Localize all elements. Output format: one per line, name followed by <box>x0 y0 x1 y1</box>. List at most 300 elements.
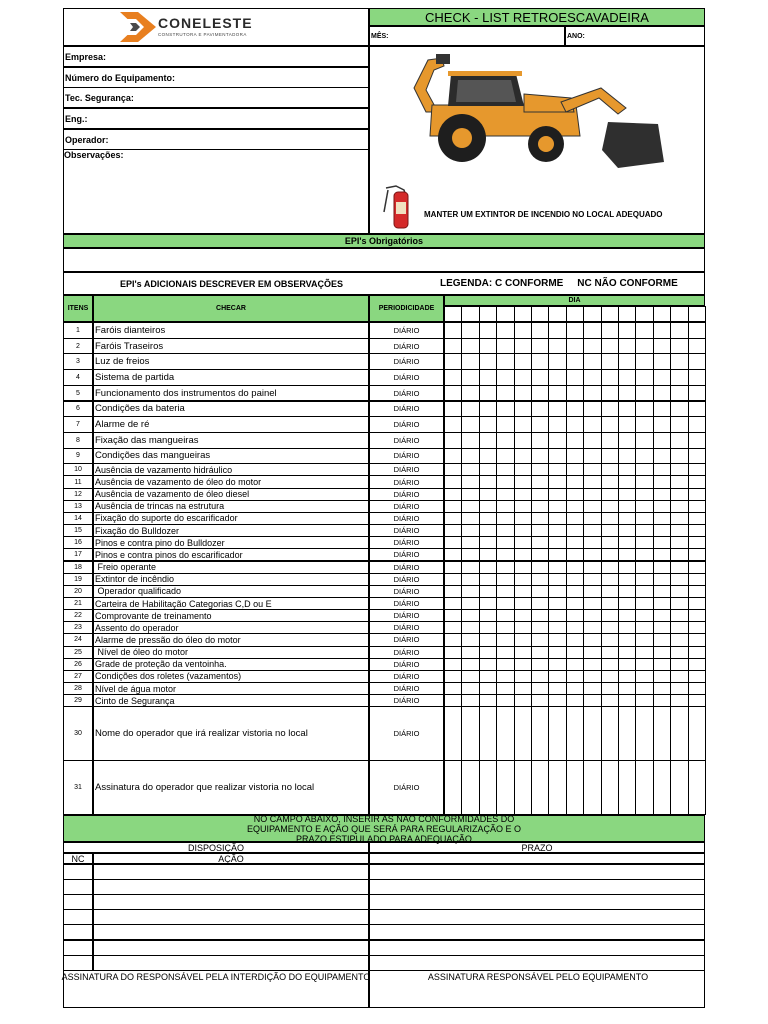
day-check-cell[interactable] <box>635 353 653 370</box>
day-check-cell[interactable] <box>479 353 497 370</box>
day-check-cell[interactable] <box>479 706 497 761</box>
day-check-cell[interactable] <box>479 548 497 561</box>
day-check-cell[interactable] <box>653 694 671 707</box>
day-check-cell[interactable] <box>566 536 584 549</box>
day-check-cell[interactable] <box>461 597 479 610</box>
day-check-cell[interactable] <box>670 488 688 501</box>
day-check-cell[interactable] <box>688 597 706 610</box>
day-check-cell[interactable] <box>566 573 584 586</box>
day-check-cell[interactable] <box>618 401 636 418</box>
prazo-cell[interactable] <box>369 924 705 940</box>
day-check-cell[interactable] <box>444 573 462 586</box>
ano-field[interactable] <box>565 26 705 46</box>
day-check-cell[interactable] <box>479 512 497 525</box>
day-check-cell[interactable] <box>618 670 636 683</box>
day-check-cell[interactable] <box>548 658 566 671</box>
day-check-cell[interactable] <box>479 401 497 418</box>
nc-cell[interactable] <box>63 909 93 925</box>
day-check-cell[interactable] <box>635 597 653 610</box>
day-check-cell[interactable] <box>653 633 671 646</box>
day-check-cell[interactable] <box>479 633 497 646</box>
day-check-cell[interactable] <box>618 416 636 433</box>
day-check-cell[interactable] <box>653 369 671 386</box>
day-check-cell[interactable] <box>496 512 514 525</box>
day-check-cell[interactable] <box>688 369 706 386</box>
day-check-cell[interactable] <box>496 706 514 761</box>
day-check-cell[interactable] <box>653 512 671 525</box>
day-check-cell[interactable] <box>670 475 688 488</box>
day-check-cell[interactable] <box>618 448 636 465</box>
day-check-cell[interactable] <box>566 416 584 433</box>
day-check-cell[interactable] <box>670 633 688 646</box>
day-check-cell[interactable] <box>618 658 636 671</box>
day-check-cell[interactable] <box>635 548 653 561</box>
day-check-cell[interactable] <box>653 385 671 402</box>
day-check-cell[interactable] <box>583 633 601 646</box>
day-check-cell[interactable] <box>461 658 479 671</box>
day-check-cell[interactable] <box>566 597 584 610</box>
day-check-cell[interactable] <box>653 760 671 815</box>
day-check-cell[interactable] <box>670 536 688 549</box>
day-check-cell[interactable] <box>461 548 479 561</box>
day-check-cell[interactable] <box>496 760 514 815</box>
day-check-cell[interactable] <box>688 573 706 586</box>
day-check-cell[interactable] <box>496 432 514 449</box>
day-check-cell[interactable] <box>566 548 584 561</box>
day-check-cell[interactable] <box>496 694 514 707</box>
day-check-cell[interactable] <box>653 573 671 586</box>
day-check-cell[interactable] <box>514 416 532 433</box>
day-check-cell[interactable] <box>618 353 636 370</box>
day-check-cell[interactable] <box>531 353 549 370</box>
day-check-cell[interactable] <box>688 536 706 549</box>
day-check-cell[interactable] <box>496 416 514 433</box>
day-check-cell[interactable] <box>461 694 479 707</box>
info-field-row[interactable] <box>63 46 369 67</box>
day-check-cell[interactable] <box>670 338 688 355</box>
day-check-cell[interactable] <box>583 597 601 610</box>
day-check-cell[interactable] <box>461 760 479 815</box>
day-check-cell[interactable] <box>688 633 706 646</box>
day-check-cell[interactable] <box>479 432 497 449</box>
day-check-cell[interactable] <box>548 633 566 646</box>
day-check-cell[interactable] <box>444 338 462 355</box>
day-check-cell[interactable] <box>514 432 532 449</box>
day-check-cell[interactable] <box>670 573 688 586</box>
day-check-cell[interactable] <box>461 536 479 549</box>
day-check-cell[interactable] <box>566 475 584 488</box>
day-check-cell[interactable] <box>653 706 671 761</box>
day-check-cell[interactable] <box>514 536 532 549</box>
day-check-cell[interactable] <box>461 338 479 355</box>
day-check-cell[interactable] <box>601 488 619 501</box>
day-check-cell[interactable] <box>461 322 479 339</box>
day-check-cell[interactable] <box>601 322 619 339</box>
day-check-cell[interactable] <box>601 448 619 465</box>
day-check-cell[interactable] <box>653 448 671 465</box>
day-check-cell[interactable] <box>635 488 653 501</box>
day-check-cell[interactable] <box>653 401 671 418</box>
day-check-cell[interactable] <box>601 536 619 549</box>
day-check-cell[interactable] <box>444 658 462 671</box>
day-check-cell[interactable] <box>618 322 636 339</box>
day-check-cell[interactable] <box>496 633 514 646</box>
day-check-cell[interactable] <box>496 573 514 586</box>
day-check-cell[interactable] <box>461 475 479 488</box>
day-check-cell[interactable] <box>531 670 549 683</box>
day-check-cell[interactable] <box>618 475 636 488</box>
day-check-cell[interactable] <box>653 609 671 622</box>
day-check-cell[interactable] <box>566 322 584 339</box>
day-check-cell[interactable] <box>444 416 462 433</box>
day-check-cell[interactable] <box>479 488 497 501</box>
day-check-cell[interactable] <box>479 597 497 610</box>
day-check-cell[interactable] <box>548 401 566 418</box>
day-check-cell[interactable] <box>635 448 653 465</box>
day-check-cell[interactable] <box>618 694 636 707</box>
day-check-cell[interactable] <box>618 548 636 561</box>
day-check-cell[interactable] <box>583 369 601 386</box>
day-check-cell[interactable] <box>531 573 549 586</box>
day-check-cell[interactable] <box>444 548 462 561</box>
day-check-cell[interactable] <box>461 385 479 402</box>
day-check-cell[interactable] <box>514 633 532 646</box>
day-check-cell[interactable] <box>496 658 514 671</box>
day-check-cell[interactable] <box>531 512 549 525</box>
day-check-cell[interactable] <box>688 694 706 707</box>
day-check-cell[interactable] <box>514 338 532 355</box>
day-check-cell[interactable] <box>583 573 601 586</box>
day-check-cell[interactable] <box>601 658 619 671</box>
day-check-cell[interactable] <box>496 597 514 610</box>
day-check-cell[interactable] <box>479 609 497 622</box>
day-check-cell[interactable] <box>444 706 462 761</box>
day-check-cell[interactable] <box>601 369 619 386</box>
day-check-cell[interactable] <box>601 706 619 761</box>
day-check-cell[interactable] <box>548 670 566 683</box>
day-check-cell[interactable] <box>548 448 566 465</box>
day-check-cell[interactable] <box>566 633 584 646</box>
day-check-cell[interactable] <box>566 432 584 449</box>
info-field-row[interactable] <box>63 67 369 88</box>
day-check-cell[interactable] <box>635 694 653 707</box>
day-check-cell[interactable] <box>514 401 532 418</box>
day-check-cell[interactable] <box>531 416 549 433</box>
day-check-cell[interactable] <box>688 548 706 561</box>
day-check-cell[interactable] <box>583 760 601 815</box>
day-check-cell[interactable] <box>496 322 514 339</box>
day-check-cell[interactable] <box>566 694 584 707</box>
day-check-cell[interactable] <box>583 322 601 339</box>
prazo-cell[interactable] <box>369 864 705 880</box>
day-check-cell[interactable] <box>601 512 619 525</box>
day-check-cell[interactable] <box>583 609 601 622</box>
day-check-cell[interactable] <box>531 760 549 815</box>
day-check-cell[interactable] <box>601 353 619 370</box>
day-check-cell[interactable] <box>444 369 462 386</box>
day-check-cell[interactable] <box>670 385 688 402</box>
day-check-cell[interactable] <box>444 760 462 815</box>
day-check-cell[interactable] <box>548 512 566 525</box>
day-check-cell[interactable] <box>618 536 636 549</box>
day-check-cell[interactable] <box>531 488 549 501</box>
day-check-cell[interactable] <box>514 488 532 501</box>
day-check-cell[interactable] <box>461 609 479 622</box>
day-check-cell[interactable] <box>653 548 671 561</box>
day-check-cell[interactable] <box>688 706 706 761</box>
day-check-cell[interactable] <box>566 488 584 501</box>
day-check-cell[interactable] <box>496 670 514 683</box>
day-check-cell[interactable] <box>514 670 532 683</box>
day-check-cell[interactable] <box>496 448 514 465</box>
day-check-cell[interactable] <box>531 706 549 761</box>
day-check-cell[interactable] <box>583 416 601 433</box>
acao-cell[interactable] <box>93 864 369 880</box>
day-check-cell[interactable] <box>514 548 532 561</box>
day-check-cell[interactable] <box>583 512 601 525</box>
day-check-cell[interactable] <box>688 385 706 402</box>
day-check-cell[interactable] <box>618 432 636 449</box>
day-check-cell[interactable] <box>670 694 688 707</box>
day-check-cell[interactable] <box>670 353 688 370</box>
day-check-cell[interactable] <box>583 706 601 761</box>
day-check-cell[interactable] <box>496 548 514 561</box>
day-check-cell[interactable] <box>566 760 584 815</box>
day-check-cell[interactable] <box>548 353 566 370</box>
acao-cell[interactable] <box>93 909 369 925</box>
acao-cell[interactable] <box>93 940 369 956</box>
day-check-cell[interactable] <box>635 385 653 402</box>
day-check-cell[interactable] <box>670 448 688 465</box>
day-check-cell[interactable] <box>444 670 462 683</box>
day-check-cell[interactable] <box>479 369 497 386</box>
day-check-cell[interactable] <box>618 512 636 525</box>
day-check-cell[interactable] <box>688 475 706 488</box>
day-check-cell[interactable] <box>514 385 532 402</box>
signature-responsavel[interactable] <box>369 970 705 1008</box>
day-check-cell[interactable] <box>531 609 549 622</box>
day-check-cell[interactable] <box>601 760 619 815</box>
day-check-cell[interactable] <box>479 475 497 488</box>
day-check-cell[interactable] <box>461 670 479 683</box>
day-check-cell[interactable] <box>531 369 549 386</box>
day-check-cell[interactable] <box>601 633 619 646</box>
nc-cell[interactable] <box>63 894 93 910</box>
prazo-cell[interactable] <box>369 894 705 910</box>
day-check-cell[interactable] <box>670 369 688 386</box>
nc-cell[interactable] <box>63 955 93 971</box>
day-check-cell[interactable] <box>461 353 479 370</box>
day-check-cell[interactable] <box>514 609 532 622</box>
day-check-cell[interactable] <box>670 658 688 671</box>
day-check-cell[interactable] <box>618 609 636 622</box>
day-check-cell[interactable] <box>514 448 532 465</box>
day-check-cell[interactable] <box>461 401 479 418</box>
day-check-cell[interactable] <box>635 536 653 549</box>
day-check-cell[interactable] <box>635 609 653 622</box>
acao-cell[interactable] <box>93 924 369 940</box>
day-check-cell[interactable] <box>548 432 566 449</box>
day-check-cell[interactable] <box>566 385 584 402</box>
day-check-cell[interactable] <box>583 548 601 561</box>
day-check-cell[interactable] <box>479 536 497 549</box>
day-check-cell[interactable] <box>479 694 497 707</box>
day-check-cell[interactable] <box>461 369 479 386</box>
day-check-cell[interactable] <box>635 432 653 449</box>
day-check-cell[interactable] <box>496 609 514 622</box>
day-check-cell[interactable] <box>618 369 636 386</box>
nc-cell[interactable] <box>63 924 93 940</box>
day-check-cell[interactable] <box>496 353 514 370</box>
day-check-cell[interactable] <box>566 609 584 622</box>
day-check-cell[interactable] <box>688 512 706 525</box>
day-check-cell[interactable] <box>444 353 462 370</box>
day-check-cell[interactable] <box>514 597 532 610</box>
day-check-cell[interactable] <box>514 353 532 370</box>
day-check-cell[interactable] <box>496 338 514 355</box>
day-check-cell[interactable] <box>670 597 688 610</box>
day-check-cell[interactable] <box>670 609 688 622</box>
day-check-cell[interactable] <box>583 670 601 683</box>
day-check-cell[interactable] <box>461 448 479 465</box>
day-check-cell[interactable] <box>635 706 653 761</box>
day-check-cell[interactable] <box>618 573 636 586</box>
day-check-cell[interactable] <box>688 416 706 433</box>
day-check-cell[interactable] <box>461 573 479 586</box>
day-check-cell[interactable] <box>635 633 653 646</box>
day-check-cell[interactable] <box>635 322 653 339</box>
day-check-cell[interactable] <box>653 488 671 501</box>
day-check-cell[interactable] <box>653 658 671 671</box>
day-check-cell[interactable] <box>531 548 549 561</box>
day-check-cell[interactable] <box>444 432 462 449</box>
day-check-cell[interactable] <box>670 322 688 339</box>
day-check-cell[interactable] <box>635 658 653 671</box>
day-check-cell[interactable] <box>618 760 636 815</box>
day-check-cell[interactable] <box>444 536 462 549</box>
epi-field[interactable] <box>63 248 705 272</box>
day-check-cell[interactable] <box>618 488 636 501</box>
day-check-cell[interactable] <box>583 432 601 449</box>
day-check-cell[interactable] <box>688 338 706 355</box>
day-check-cell[interactable] <box>688 322 706 339</box>
day-check-cell[interactable] <box>566 512 584 525</box>
day-check-cell[interactable] <box>461 488 479 501</box>
day-check-cell[interactable] <box>496 536 514 549</box>
day-check-cell[interactable] <box>496 475 514 488</box>
day-check-cell[interactable] <box>461 706 479 761</box>
nc-cell[interactable] <box>63 864 93 880</box>
day-check-cell[interactable] <box>531 597 549 610</box>
day-check-cell[interactable] <box>618 597 636 610</box>
day-check-cell[interactable] <box>583 353 601 370</box>
day-check-cell[interactable] <box>531 322 549 339</box>
day-check-cell[interactable] <box>635 416 653 433</box>
day-check-cell[interactable] <box>461 633 479 646</box>
day-check-cell[interactable] <box>514 573 532 586</box>
mes-field[interactable] <box>369 26 565 46</box>
day-check-cell[interactable] <box>653 597 671 610</box>
day-check-cell[interactable] <box>653 322 671 339</box>
day-check-cell[interactable] <box>635 512 653 525</box>
day-check-cell[interactable] <box>548 706 566 761</box>
day-check-cell[interactable] <box>635 401 653 418</box>
day-check-cell[interactable] <box>601 670 619 683</box>
acao-cell[interactable] <box>93 955 369 971</box>
day-check-cell[interactable] <box>601 694 619 707</box>
day-check-cell[interactable] <box>601 548 619 561</box>
day-check-cell[interactable] <box>688 658 706 671</box>
day-check-cell[interactable] <box>531 432 549 449</box>
day-check-cell[interactable] <box>444 597 462 610</box>
day-check-cell[interactable] <box>531 694 549 707</box>
day-check-cell[interactable] <box>548 597 566 610</box>
day-check-cell[interactable] <box>670 512 688 525</box>
day-check-cell[interactable] <box>670 760 688 815</box>
day-check-cell[interactable] <box>444 488 462 501</box>
day-check-cell[interactable] <box>514 694 532 707</box>
day-check-cell[interactable] <box>670 432 688 449</box>
day-check-cell[interactable] <box>566 369 584 386</box>
info-field-row[interactable] <box>63 108 369 129</box>
day-check-cell[interactable] <box>479 760 497 815</box>
day-check-cell[interactable] <box>566 353 584 370</box>
day-check-cell[interactable] <box>653 338 671 355</box>
day-check-cell[interactable] <box>444 694 462 707</box>
day-check-cell[interactable] <box>670 401 688 418</box>
day-check-cell[interactable] <box>444 512 462 525</box>
day-check-cell[interactable] <box>444 475 462 488</box>
day-check-cell[interactable] <box>601 401 619 418</box>
day-check-cell[interactable] <box>583 658 601 671</box>
day-check-cell[interactable] <box>566 401 584 418</box>
day-check-cell[interactable] <box>479 573 497 586</box>
day-check-cell[interactable] <box>688 353 706 370</box>
day-check-cell[interactable] <box>653 475 671 488</box>
day-check-cell[interactable] <box>496 385 514 402</box>
day-check-cell[interactable] <box>531 633 549 646</box>
day-check-cell[interactable] <box>653 416 671 433</box>
day-check-cell[interactable] <box>479 416 497 433</box>
day-check-cell[interactable] <box>548 385 566 402</box>
day-check-cell[interactable] <box>444 609 462 622</box>
day-check-cell[interactable] <box>548 416 566 433</box>
day-check-cell[interactable] <box>531 338 549 355</box>
day-check-cell[interactable] <box>479 338 497 355</box>
day-check-cell[interactable] <box>670 706 688 761</box>
day-check-cell[interactable] <box>601 609 619 622</box>
day-check-cell[interactable] <box>618 633 636 646</box>
signature-interdicao[interactable] <box>63 970 369 1008</box>
day-check-cell[interactable] <box>548 536 566 549</box>
day-check-cell[interactable] <box>653 536 671 549</box>
day-check-cell[interactable] <box>601 573 619 586</box>
day-check-cell[interactable] <box>479 658 497 671</box>
day-check-cell[interactable] <box>601 385 619 402</box>
day-check-cell[interactable] <box>601 416 619 433</box>
prazo-cell[interactable] <box>369 955 705 971</box>
day-check-cell[interactable] <box>444 633 462 646</box>
nc-cell[interactable] <box>63 879 93 895</box>
day-check-cell[interactable] <box>548 322 566 339</box>
day-check-cell[interactable] <box>688 432 706 449</box>
day-check-cell[interactable] <box>548 694 566 707</box>
day-check-cell[interactable] <box>688 401 706 418</box>
day-check-cell[interactable] <box>496 369 514 386</box>
day-check-cell[interactable] <box>548 573 566 586</box>
day-check-cell[interactable] <box>479 385 497 402</box>
day-check-cell[interactable] <box>548 760 566 815</box>
